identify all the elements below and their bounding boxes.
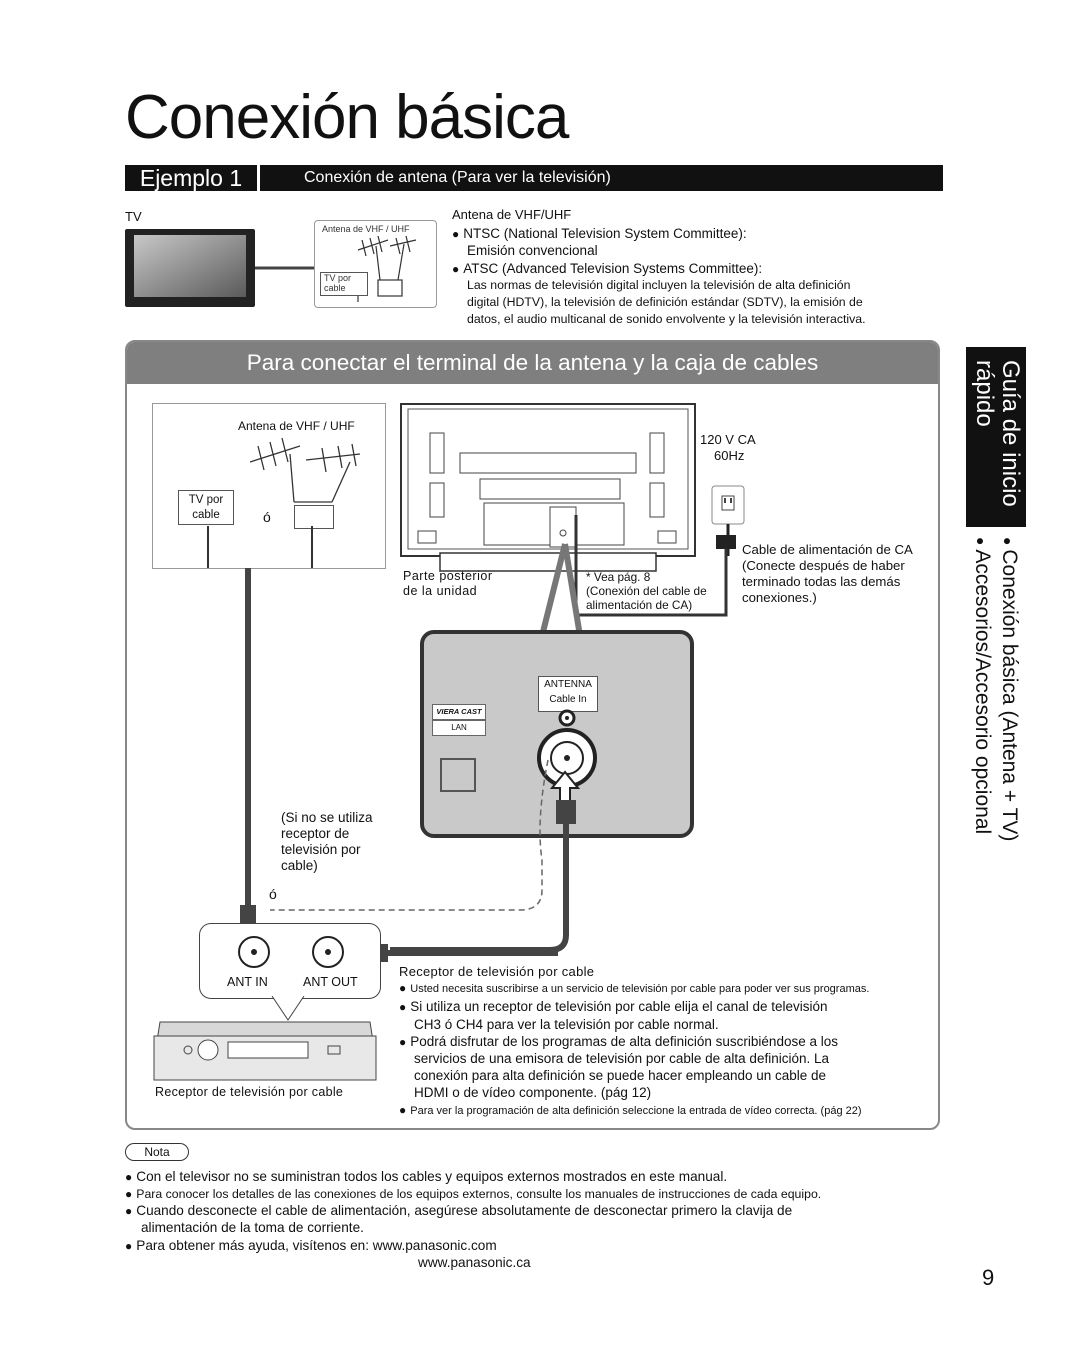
viera-cast-logo: VIERA CAST — [432, 704, 486, 720]
ntsc-line1: NTSC (National Television System Committee): — [463, 226, 747, 241]
see-page-line1: * Vea pág. 8 — [586, 570, 651, 584]
page-title: Conexión básica — [125, 83, 569, 152]
power-line2: 60Hz — [714, 448, 745, 463]
note-2: Para conocer los detalles de las conexiones de los equipos externos, consulte los manuales de instrucciones de cada equipo. — [136, 1187, 822, 1201]
power-cord-line2: (Conecte después de haber — [742, 558, 905, 573]
antenna-heading: Antena de VHF/UHF — [452, 207, 572, 222]
receiver-bullet-1: Usted necesita suscribirse a un servicio de televisión por cable para poder ver sus programas. — [410, 983, 870, 995]
receiver-bullet-3-line3: conexión para alta definición se puede hacer empleando un cable de — [414, 1068, 827, 1083]
coax-cables — [230, 560, 580, 960]
receiver-caption: Receptor de televisión por cable — [155, 1085, 344, 1099]
bullet-icon — [125, 1203, 136, 1218]
or-label-2: ó — [269, 886, 277, 902]
bullet-icon — [125, 1238, 136, 1253]
atsc-line1: ATSC (Advanced Television Systems Committee): — [463, 261, 763, 276]
note-4-line1[interactable]: Para obtener más ayuda, visítenos en: www.panasonic.com — [136, 1238, 497, 1253]
note-4-line2[interactable]: www.panasonic.ca — [418, 1255, 531, 1270]
panel-cable-line1: TV por — [188, 494, 224, 506]
receiver-bullet-3-line1: Podrá disfrutar de los programas de alta definición suscribiéndose a los — [410, 1034, 838, 1049]
bullet-icon — [399, 1105, 410, 1117]
example-label: Ejemplo 1 — [125, 165, 260, 191]
receiver-bullet-2-line1: Si utiliza un receptor de televisión por cable elija el canal de televisión — [410, 999, 828, 1014]
ant-out-label: ANT OUT — [303, 975, 358, 989]
small-antenna-label: Antena de VHF / UHF — [322, 224, 410, 234]
bullet-icon — [125, 1169, 136, 1184]
tv-label: TV — [125, 209, 142, 224]
ant-in-label: ANT IN — [227, 975, 268, 989]
note-label: Nota — [125, 1143, 189, 1161]
bullet-icon — [452, 261, 463, 276]
small-cable-line1: TV por — [324, 273, 352, 283]
ntsc-line2: Emisión convencional — [467, 243, 598, 258]
panel-cable-box — [178, 490, 234, 525]
power-cord-line1: Cable de alimentación de CA — [742, 542, 913, 557]
example-subtitle: Conexión de antena (Para ver la televisión) — [304, 169, 611, 186]
power-line1: 120 V CA — [700, 432, 756, 447]
lan-label: LAN — [432, 720, 486, 736]
cable-box-small — [320, 272, 368, 296]
bullet-icon — [399, 983, 410, 995]
cable-receiver-icon — [150, 1012, 380, 1082]
or-label: ó — [263, 509, 271, 525]
small-cable-line2: cable — [324, 283, 346, 293]
bullet-icon — [399, 999, 410, 1014]
receiver-ports — [232, 935, 352, 971]
side-tab-line2: rápido — [971, 360, 998, 427]
receiver-bullet-4: Para ver la programación de alta definición seleccione la entrada de vídeo correcta. (pág 22) — [410, 1105, 862, 1117]
panel-title: Para conectar el terminal de la antena y la caja de cables — [246, 350, 819, 375]
page-number: 9 — [982, 1265, 995, 1290]
power-cord-line3: terminado todas las demás — [742, 574, 901, 589]
antenna-port-line1: ANTENNA — [544, 679, 592, 690]
no-receiver-note — [281, 810, 373, 874]
note-3-line2: alimentación de la toma de corriente. — [141, 1220, 364, 1235]
note-1: Con el televisor no se suministran todos los cables y equipos externos mostrados en este manual. — [136, 1169, 728, 1184]
bullet-icon — [452, 226, 463, 241]
receiver-bullet-3-line2: servicios de una emisora de televisión por cable de alta definición. La — [414, 1051, 829, 1066]
tv-icon — [125, 229, 255, 309]
see-page-line3: alimentación de CA) — [586, 598, 693, 612]
receiver-bullet-2-line2: CH3 ó CH4 para ver la televisión por cable normal. — [414, 1017, 719, 1032]
tv-link-cable — [255, 260, 317, 278]
see-page-line2: (Conexión del cable de — [586, 584, 707, 598]
note-3-line1: Cuando desconecte el cable de alimentación, asegúrese absolutamente de desconectar primero la clavija de — [136, 1203, 793, 1218]
power-cord-note — [742, 542, 913, 606]
receiver-bullet-3-line4: HDMI o de vídeo componente. (pág 12) — [414, 1085, 652, 1100]
panel-antenna-label: Antena de VHF / UHF — [238, 419, 355, 433]
bullet-icon: ● — [973, 537, 989, 550]
side-tab-sections — [968, 537, 1022, 841]
atsc-line4: datos, el audio multicanal de sonido envolvente y la televisión interactiva. — [467, 312, 866, 326]
panel-cable-line2: cable — [192, 509, 220, 521]
see-page-note — [586, 570, 707, 612]
no-receiver-line2: receptor de — [281, 826, 350, 841]
rear-line1: Parte posterior — [403, 569, 493, 583]
atsc-line3: digital (HDTV), la televisión de definición estándar (SDTV), la emisión de — [467, 295, 863, 309]
atsc-line2: Las normas de televisión digital incluyen la televisión de alta definición — [467, 278, 851, 292]
rear-line2: de la unidad — [403, 584, 478, 598]
no-receiver-line3: televisión por — [281, 842, 361, 857]
bullet-icon — [125, 1187, 136, 1201]
side-tab-line1: Guía de inicio — [997, 360, 1024, 507]
power-cord-line4: conexiones.) — [742, 590, 817, 605]
side-tab-section1: Conexión básica (Antena + TV) — [998, 549, 1021, 842]
side-tab-title — [971, 360, 1023, 507]
bullet-icon — [399, 1034, 410, 1049]
no-receiver-line1: (Si no se utiliza — [281, 810, 373, 825]
side-tab-section2: Accesorios/Accesorio opcional — [971, 549, 994, 835]
no-receiver-line4: cable) — [281, 858, 318, 873]
bullet-icon: ● — [1000, 537, 1016, 550]
receiver-heading: Receptor de televisión por cable — [399, 964, 595, 979]
antenna-port-line2: Cable In — [549, 694, 587, 705]
